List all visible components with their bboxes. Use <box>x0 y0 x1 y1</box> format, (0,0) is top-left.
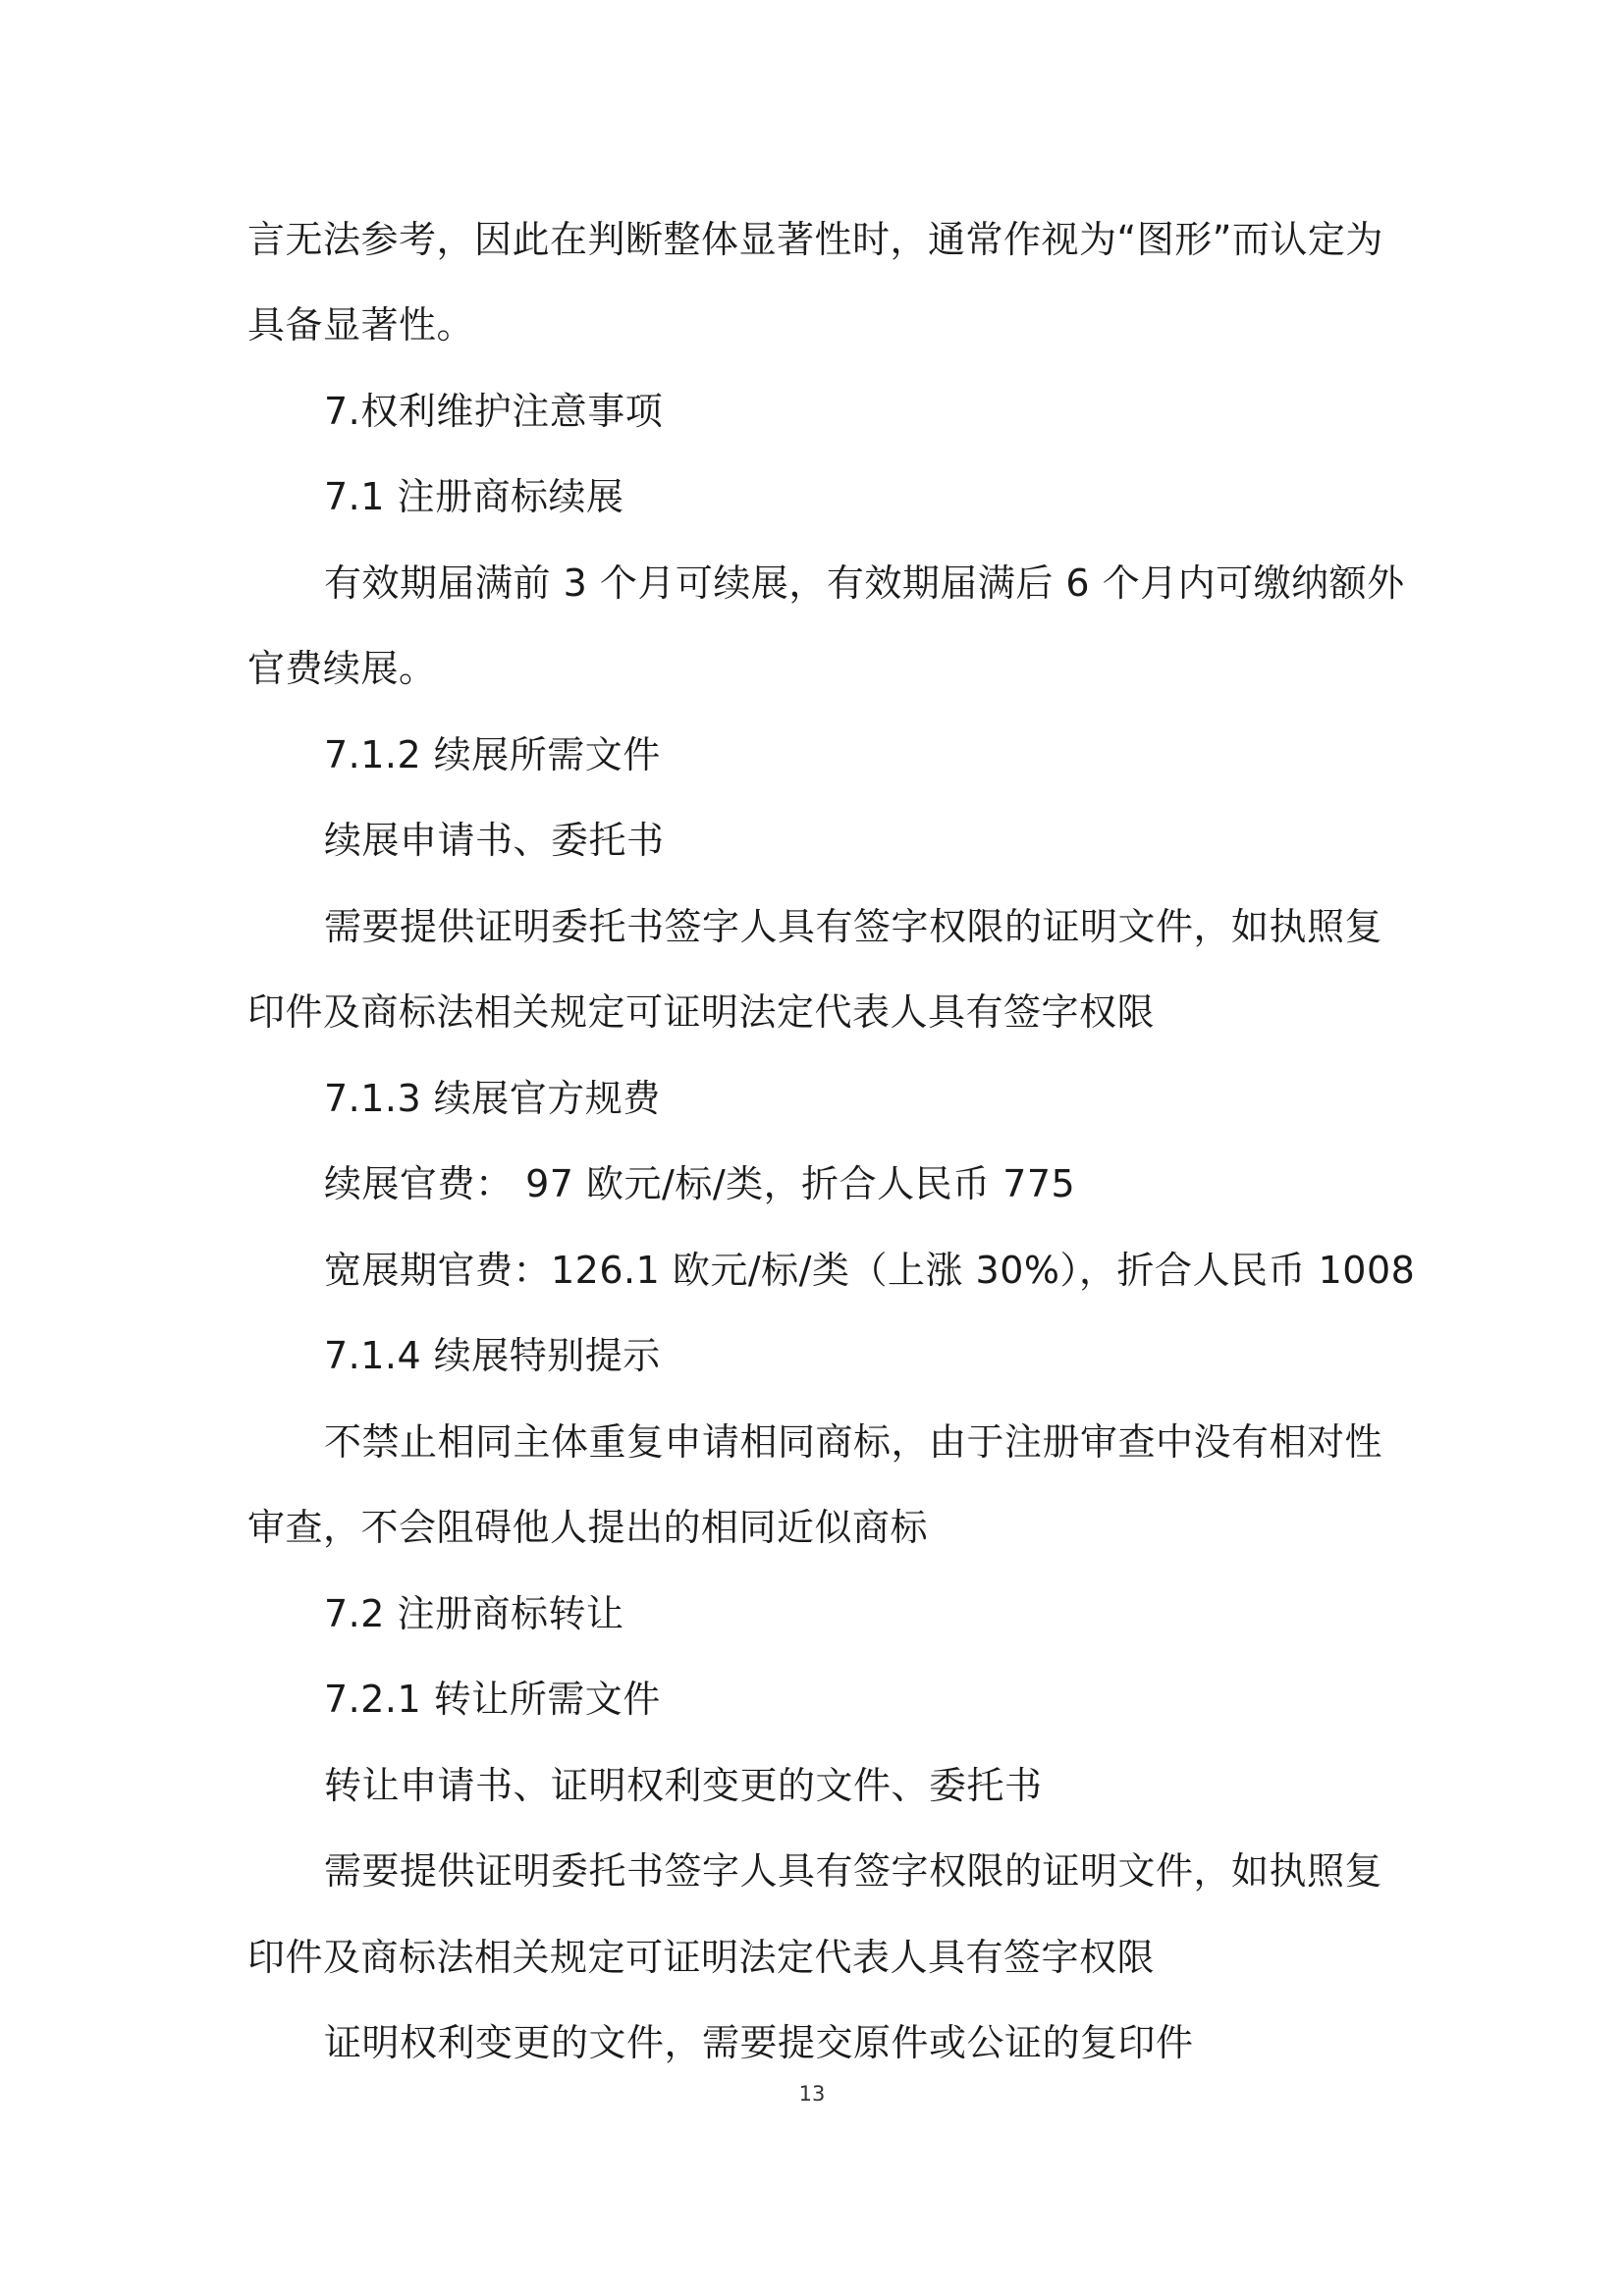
paragraph-line: 需要提供证明委托书签字人具有签字权限的证明文件，如执照复 <box>324 905 1383 948</box>
section-heading: 7.2 注册商标转让 <box>324 1592 624 1635</box>
paragraph-line: 转让申请书、证明权利变更的文件、委托书 <box>324 1764 1043 1807</box>
paragraph-line: 言无法参考，因此在判断整体显著性时，通常作视为“图形”而认定为 <box>247 218 1383 261</box>
paragraph-line: 续展申请书、委托书 <box>324 819 665 862</box>
section-heading: 7.1.2 续展所需文件 <box>324 733 661 776</box>
paragraph-line: 需要提供证明委托书签字人具有签字权限的证明文件，如执照复 <box>324 1849 1383 1893</box>
page-number: 13 <box>798 2082 826 2106</box>
fee-line: 续展官费： 97 欧元/标/类，折合人民币 775 <box>324 1162 1076 1205</box>
section-heading: 7.1 注册商标续展 <box>324 475 624 518</box>
paragraph-line: 证明权利变更的文件，需要提交原件或公证的复印件 <box>324 2021 1194 2064</box>
paragraph-line: 具备显著性。 <box>247 303 475 347</box>
paragraph-line: 有效期届满前 3 个月可续展，有效期届满后 6 个月内可缴纳额外 <box>324 561 1405 605</box>
paragraph-line: 审查，不会阻碍他人提出的相同近似商标 <box>247 1506 929 1549</box>
paragraph-line: 官费续展。 <box>247 647 437 690</box>
fee-line: 宽展期官费：126.1 欧元/标/类（上涨 30%），折合人民币 1008 <box>324 1249 1416 1292</box>
paragraph-line: 不禁止相同主体重复申请相同商标，由于注册审查中没有相对性 <box>324 1420 1383 1464</box>
section-heading: 7.2.1 转让所需文件 <box>324 1678 661 1721</box>
section-heading: 7.权利维护注意事项 <box>324 390 664 433</box>
paragraph-line: 印件及商标法相关规定可证明法定代表人具有签字权限 <box>247 1936 1156 1979</box>
paragraph-line: 印件及商标法相关规定可证明法定代表人具有签字权限 <box>247 990 1156 1034</box>
section-heading: 7.1.3 续展官方规费 <box>324 1077 661 1120</box>
section-heading: 7.1.4 续展特别提示 <box>324 1334 661 1377</box>
